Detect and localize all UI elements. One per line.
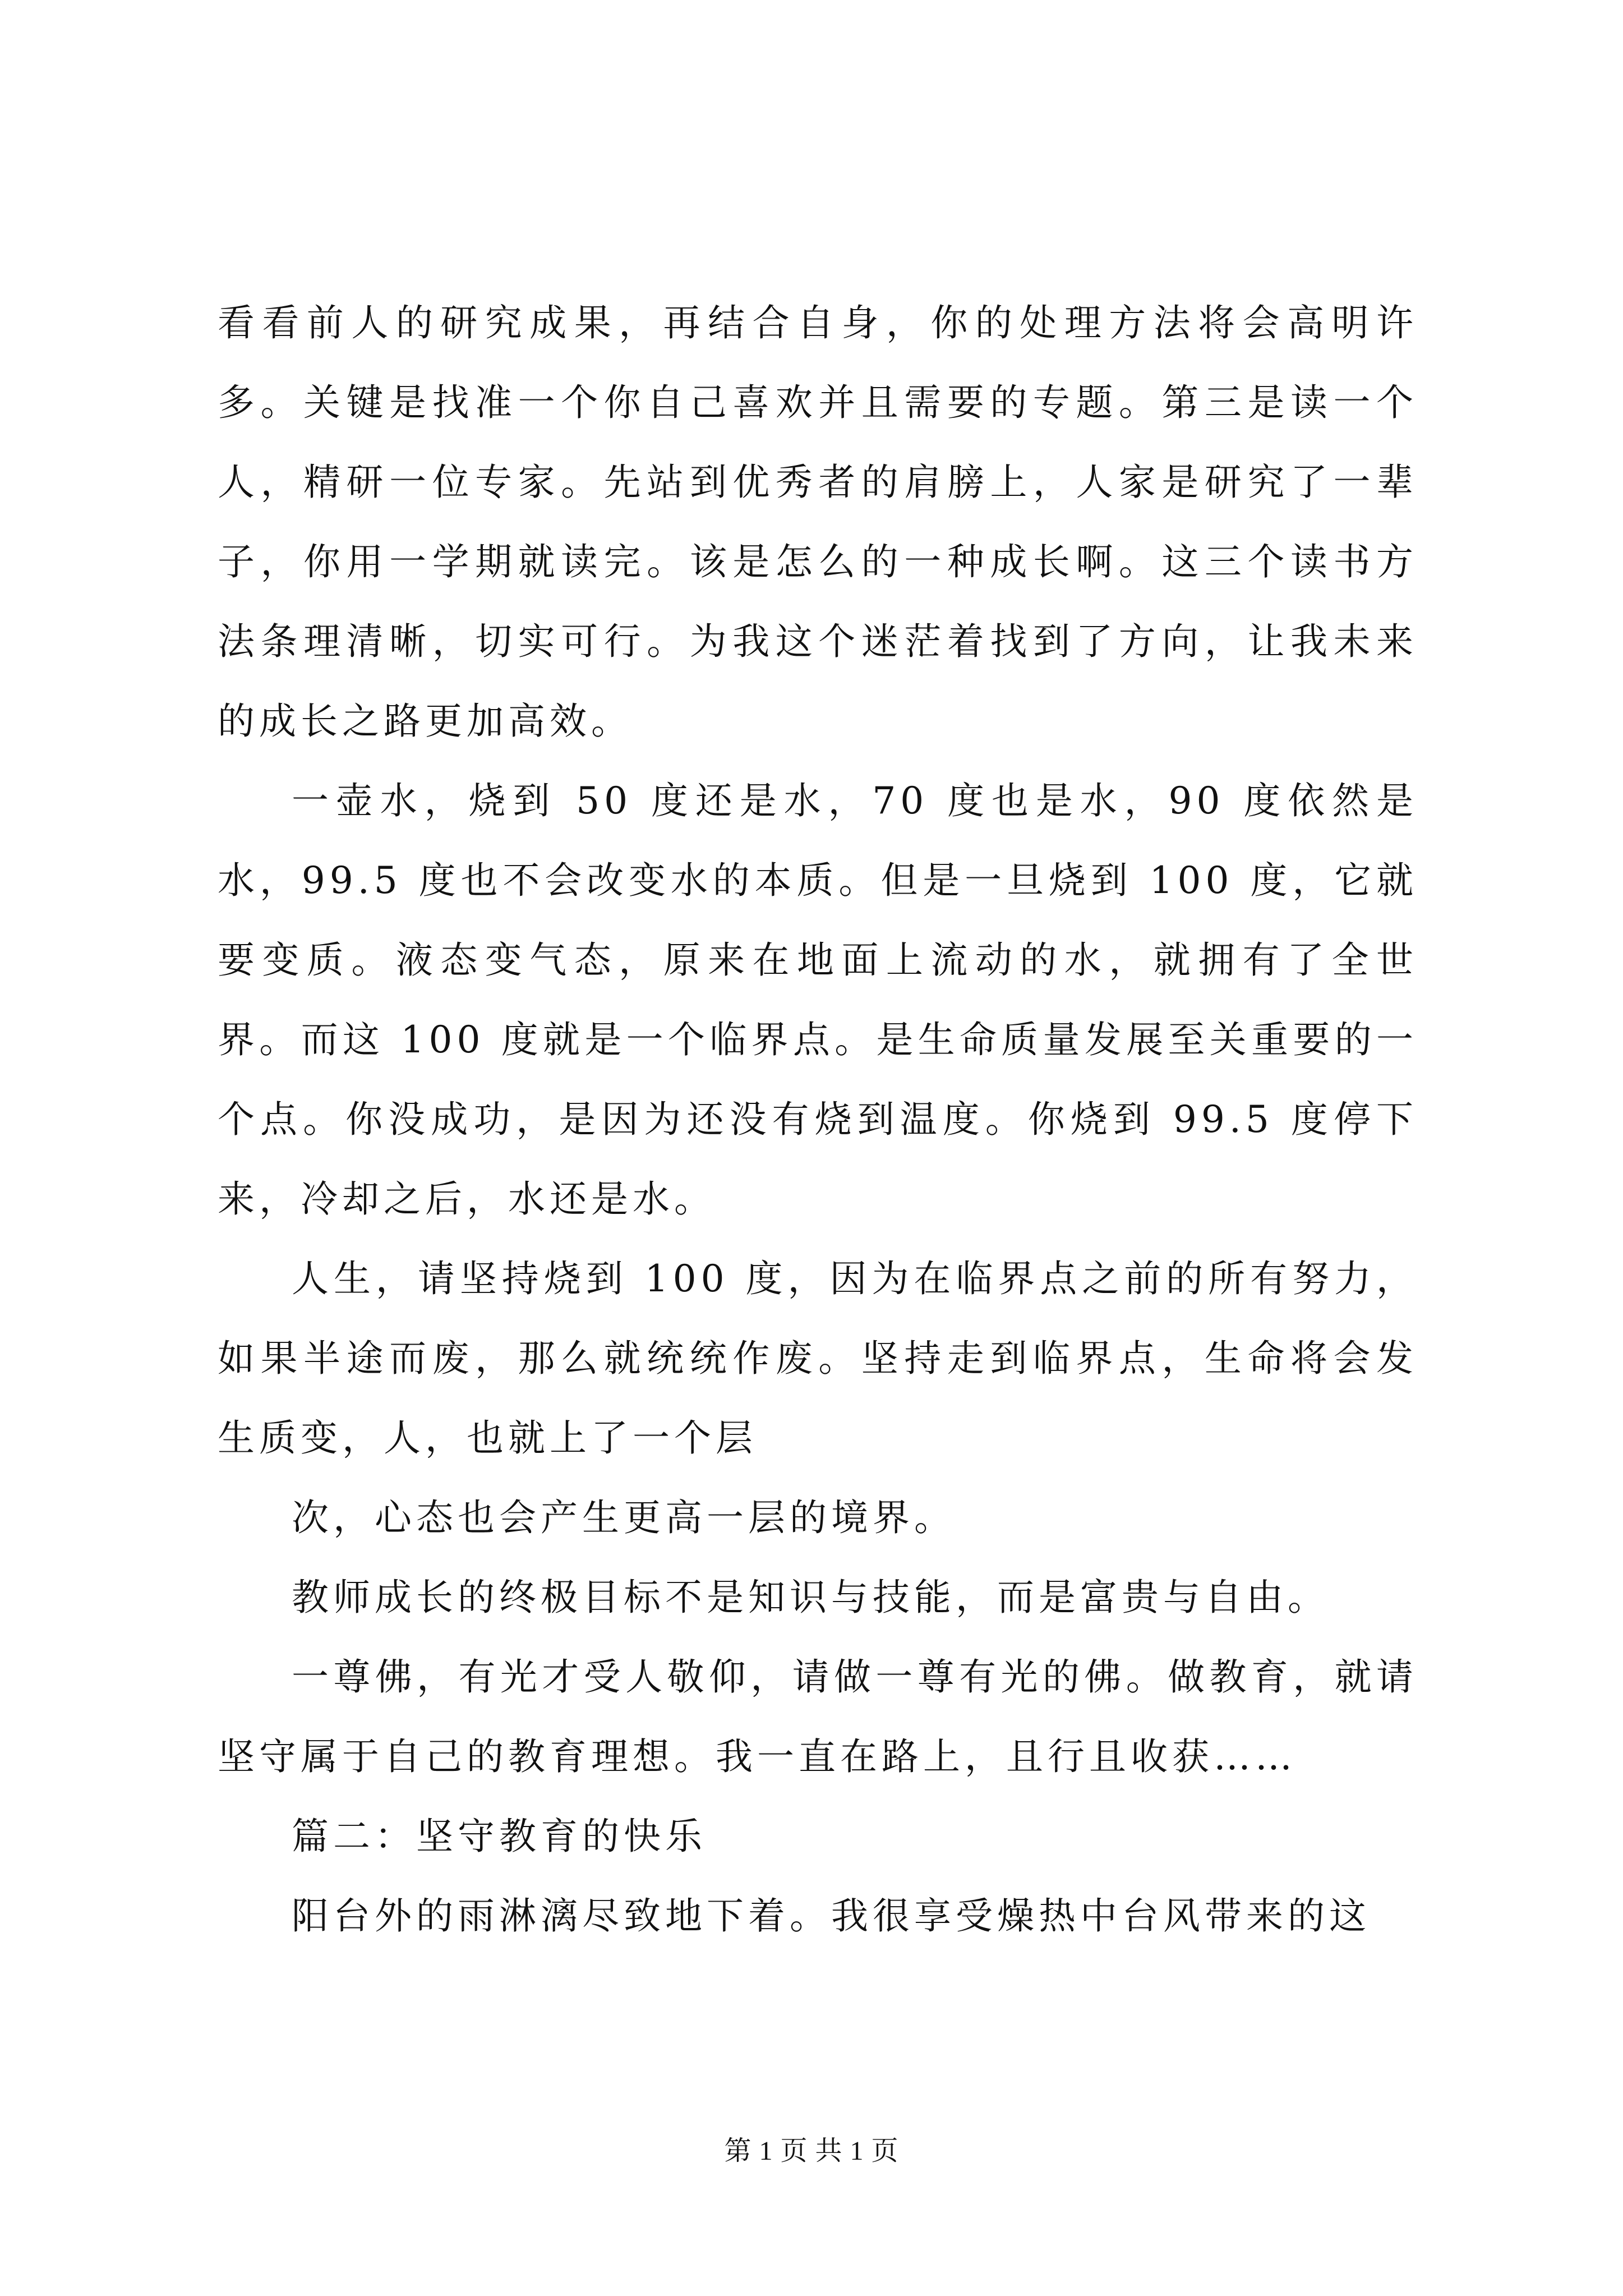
paragraph-rain-balcony: 阳台外的雨淋漓尽致地下着。我很享受燥热中台风带来的这 xyxy=(292,1894,1371,1938)
paragraph-reading-methods: 看看前人的研究成果，再结合自身，你的处理方法将会高明许多。关键是找准一个你自己喜欢并且需要的专题。第三是读一个人，精研一位专家。先站到优秀者的肩膀上，人家是研究了一辈子，你用一学期就读完。该是怎么的一种成长啊。这三个读书方法条理清晰，切实可行。为我这个迷茫着找到了方向，让我未来的成长之路更加高效。 xyxy=(218,301,1418,743)
section-heading-part-two: 篇二：坚守教育的快乐 xyxy=(292,1815,707,1858)
paragraph-teacher-growth-goal: 教师成长的终极目标不是知识与技能，而是富贵与自由。 xyxy=(292,1576,1329,1619)
page-footer: 第 1 页 共 1 页 xyxy=(724,2136,899,2166)
paragraph-education-ideal: 一尊佛，有光才受人敬仰，请做一尊有光的佛。做教育，就请坚守属于自己的教育理想。我一直在路上，且行且收获…… xyxy=(218,1655,1418,1778)
paragraph-higher-realm: 次，心态也会产生更高一层的境界。 xyxy=(292,1496,956,1539)
paragraph-boiling-water: 一壶水，烧到 50 度还是水，70 度也是水，90 度依然是水，99.5 度也不会改变水的本质。但是一旦烧到 100 度，它就要变质。液态变气态，原来在地面上流动的水，就拥有了全世界。而这 100 度就是一个临界点。是生命质量发展至关重要的一个点。你没成功，是因为还没有烧到温度。你烧到 99.5 度停下来，冷却之后，水还是水。 xyxy=(218,779,1418,1221)
paragraph-persist-100-degrees: 人生，请坚持烧到 100 度，因为在临界点之前的所有努力，如果半途而废，那么就统统作废。坚持走到临界点，生命将会发生质变，人，也就上了一个层 xyxy=(218,1257,1418,1460)
document-body xyxy=(218,283,1418,1956)
